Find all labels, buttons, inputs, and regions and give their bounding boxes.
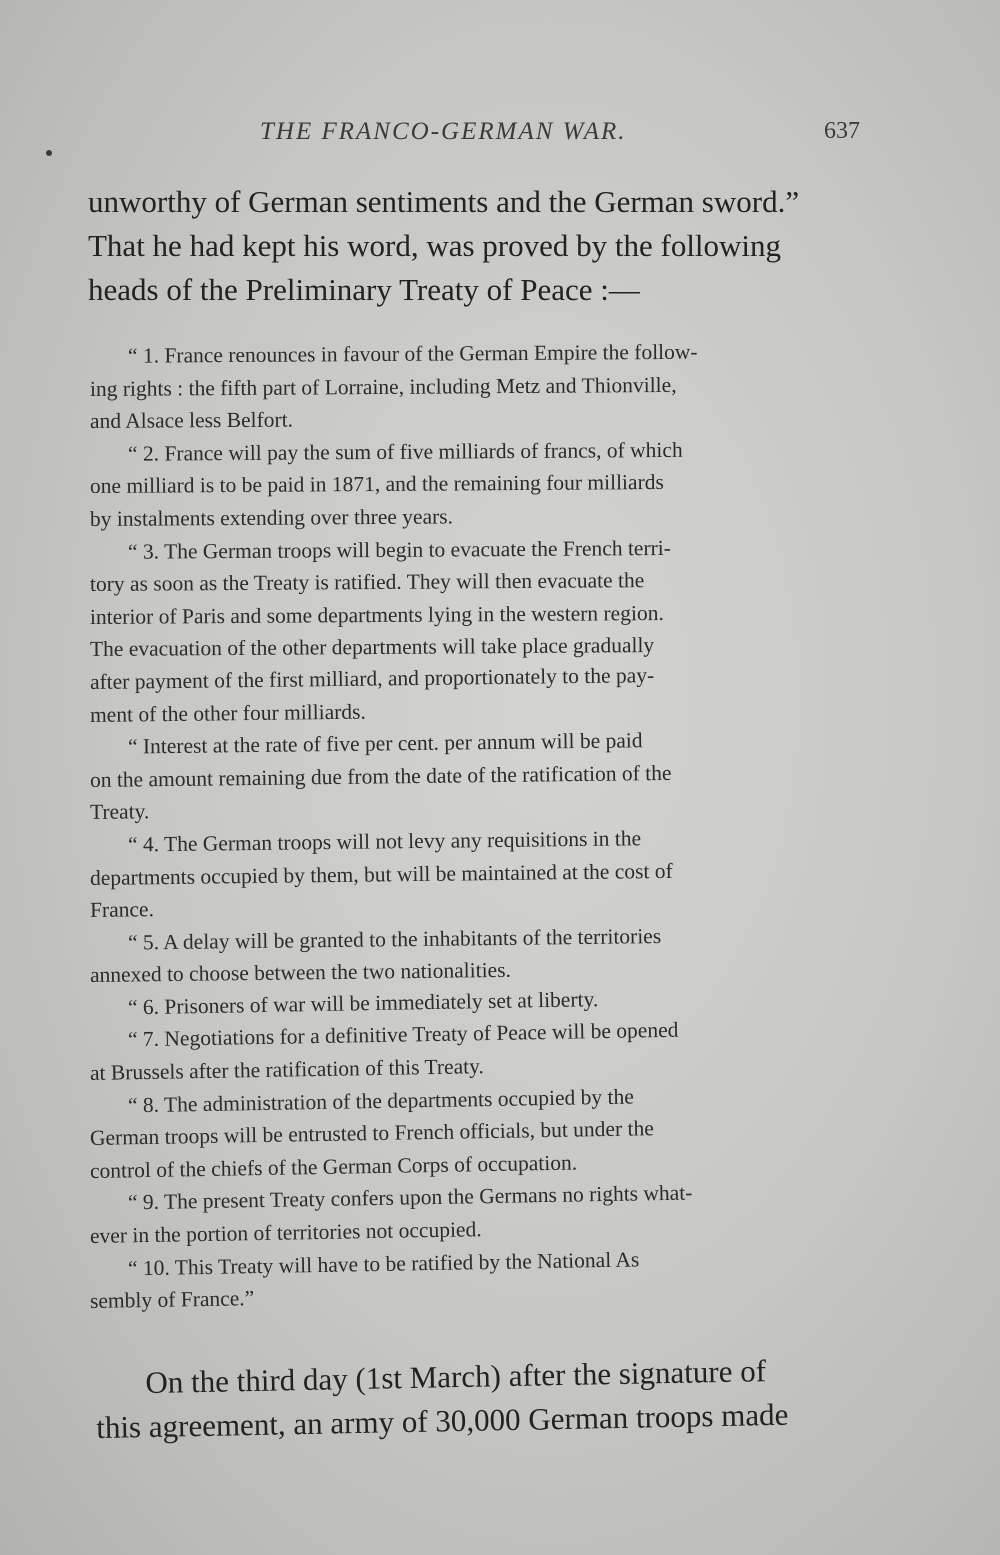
treaty-line: “ 6. Prisoners of war will be immediately set at liberty. [127,987,599,1020]
treaty-line: The evacuation of the other departments will take place gradually [89,633,655,662]
intro-paragraph [88,180,868,312]
treaty-line: after payment of the first milliard, and proportionately to the pay- [89,663,655,694]
treaty-line: “ Interest at the rate of five per cent. per annum will be paid [127,728,643,759]
treaty-line: one milliard is to be paid in 1871, and the remaining four milliards [89,470,664,499]
treaty-line: “ 7. Negotiations for a definitive Treaty of Peace will be opened [127,1018,679,1052]
treaty-line: France. [89,897,155,923]
treaty-line: “ 1. France renounces in favour of the German Empire the follow- [127,339,698,368]
running-title: THE FRANCO-GERMAN WAR. [260,118,627,145]
treaty-line: ever in the portion of territories not occupied. [89,1217,482,1249]
closing-line: this agreement, an army of 30,000 German troops made [95,1396,789,1445]
intro-line: heads of the Preliminary Treaty of Peace :— [88,272,640,307]
treaty-line: at Brussels after the ratification of this Treaty. [89,1054,485,1086]
treaty-line: “ 9. The present Treaty confers upon the Germans no rights what- [127,1180,693,1215]
treaty-line: German troops will be entrusted to French officials, but under the [89,1116,654,1151]
treaty-line: tory as soon as the Treaty is ratified. They will then evacuate the [89,568,645,597]
running-head [90,118,860,152]
treaty-line: ment of the other four milliards. [89,699,366,727]
intro-line: That he had kept his word, was proved by the following [88,228,782,263]
treaty-line: “ 5. A delay will be granted to the inhabitants of the territories [127,923,662,955]
treaty-line: “ 3. The German troops will begin to evacuate the French terri- [127,535,671,564]
treaty-line: control of the chiefs of the German Corps of occupation. [89,1150,578,1183]
treaty-line: sembly of France.” [89,1286,255,1314]
treaty-line: and Alsace less Belfort. [89,407,294,434]
treaty-line: “ 8. The administration of the departments occupied by the [127,1084,635,1117]
treaty-line: annexed to choose between the two nationalities. [89,958,512,988]
treaty-line: interior of Paris and some departments lying in the western region. [89,600,664,629]
ink-spot [46,150,52,156]
treaty-line: “ 4. The German troops will not levy any requisitions in the [127,826,642,857]
treaty-line: on the amount remaining due from the date of the ratification of the [89,760,672,792]
intro-line: unworthy of German sentiments and the German sword.” [88,184,800,219]
treaty-line: ing rights : the fifth part of Lorraine, including Metz and Thionville, [89,372,677,401]
page-number: 637 [824,118,860,144]
treaty-line: departments occupied by them, but will be maintained at the cost of [89,858,673,890]
treaty-line: Treaty. [89,799,150,825]
closing-paragraph [95,1347,867,1450]
treaty-line: “ 10. This Treaty will have to be ratified by the National As [127,1247,640,1280]
closing-line: On the third day (1st March) after the signature of [145,1353,767,1401]
treaty-line: by instalments extending over three years. [89,504,454,531]
treaty-line: “ 2. France will pay the sum of five milliards of francs, of which [127,437,683,466]
treaty-extract [90,340,860,1318]
